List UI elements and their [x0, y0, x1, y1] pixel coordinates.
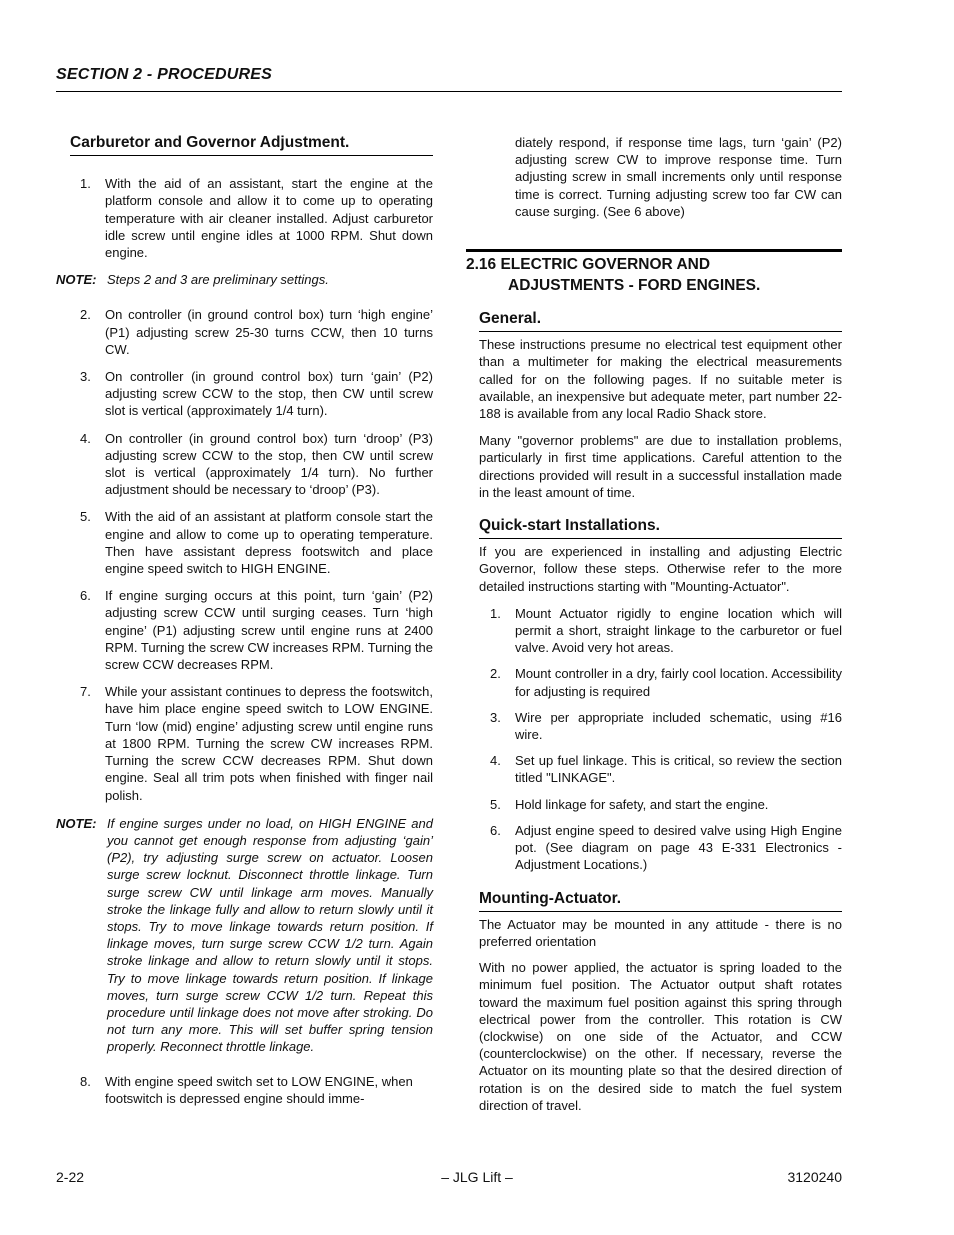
section-heading-line2: ADJUSTMENTS - FORD ENGINES. — [508, 277, 761, 295]
section-rule — [466, 249, 842, 252]
list-item — [466, 605, 842, 657]
quick-start-heading: Quick-start Installations. — [479, 517, 842, 539]
list-text: On controller (in ground control box) turn ‘gain’ (P2) adjusting screw CCW to the stop, then CW until screw slot is vertical (approximately 1/4 turn). — [105, 369, 433, 419]
list-text: If engine surging occurs at this point, turn ‘gain’ (P2) adjusting screw CCW until surging ceases. Turn ‘high engine’ (P1) adjusting screw until engine runs at 2400 RPM. Turning the screw CW increases RPM. Turning the screw CCW decreases RPM. — [105, 588, 434, 673]
list-text: With engine speed switch set to LOW ENGINE, when footswitch is depressed engine should imme- — [105, 1073, 413, 1106]
mounting-actuator-heading: Mounting-Actuator. — [479, 890, 842, 912]
right-column — [466, 134, 842, 1114]
list-number: 8. — [80, 1073, 91, 1089]
list-item — [56, 587, 433, 673]
note-text: Steps 2 and 3 are preliminary settings. — [107, 272, 329, 288]
list-number: 2. — [490, 666, 501, 682]
item8-continuation: diately respond, if response time lags, turn ‘gain’ (P2) adjusting screw CW to improve response time. Turn adjusting screw in small increments only until response time is correct. Turning adjusting screw too far CW can cause surging. (See 6 above) — [515, 135, 842, 219]
list-item — [56, 175, 433, 261]
list-number: 6. — [80, 588, 91, 604]
list-item — [466, 822, 842, 874]
list-number: 7. — [80, 684, 91, 700]
header-rule — [56, 91, 842, 92]
list-text: On controller (in ground control box) turn ‘droop’ (P3) adjusting screw CCW to the stop, then CW until screw slot is vertical (approximately 1/4 turn). No further adjustment should be necessary to ‘droop’ (P3). — [105, 430, 433, 498]
list-text: Set up fuel linkage. This is critical, so review the section titled "LINKAGE". — [515, 753, 842, 786]
list-item — [466, 665, 842, 699]
list-item — [466, 752, 842, 786]
list-number: 1. — [490, 605, 501, 621]
list-text: While your assistant continues to depress the footswitch, have him place engine speed switch to LOW ENGINE. Turn ‘low (mid) engine’ adjusting screw until engine runs at 1800 RPM. Turning the screw CW increases RPM. Turning the screw CCW decreases RPM. Shut down engine. Seal all trim pots when finished with finger nail polish. — [105, 684, 433, 803]
section-header: SECTION 2 - PROCEDURES — [56, 66, 272, 83]
note-label: NOTE: — [56, 272, 97, 288]
list-item — [56, 508, 433, 577]
list-text: Wire per appropriate included schematic, using #16 wire. — [515, 709, 842, 743]
list-number: 4. — [80, 430, 91, 446]
page-number: 2-22 — [56, 1169, 85, 1185]
list-number: 3. — [490, 709, 501, 725]
list-number: 2. — [80, 307, 91, 323]
note — [56, 271, 433, 288]
list-number: 6. — [490, 822, 501, 838]
list-item — [56, 430, 433, 499]
list-text: Hold linkage for safety, and start the engine. — [515, 796, 769, 812]
list-text: With the aid of an assistant, start the engine at the platform console and allow it to come up to operating temperature with air cleaner installed. Adjust carburetor idle screw until engine idles at 1000 RPM. Shut down engine. — [105, 176, 433, 261]
mounting-paragraph: With no power applied, the actuator is spring loaded to the minimum fuel position. The Actuator output shaft rotates toward the maximum fuel position against this spring through electrical power from the controller. This rotation is CW (clockwise) on one side of the Actuator, and CCW (counterclockwise) on the other. If necessary, reverse the Actuator on its mounting plate so that the desired direction of rotation is on the desired side to match the fuel system direction of travel. — [479, 960, 842, 1113]
list-number: 5. — [490, 796, 501, 812]
list-item — [466, 709, 842, 743]
quick-start-intro: If you are experienced in installing and adjusting Electric Governor, follow these steps. Otherwise refer to the more detailed instructions starting with "Mounting-Actuator". — [479, 544, 842, 594]
list-item — [56, 683, 433, 803]
list-text: With the aid of an assistant at platform console start the engine and allow to come up to operating temperature. Then have assistant depress footswitch and place engine speed switch to HIGH ENGINE. — [105, 509, 433, 577]
list-number: 5. — [80, 509, 91, 525]
list-item — [466, 796, 842, 813]
mounting-paragraph: The Actuator may be mounted in any attitude - there is no preferred orientation — [479, 916, 842, 949]
list-number: 4. — [490, 753, 501, 769]
note-text: If engine surges under no load, on HIGH ENGINE and you cannot get enough response from adjusting ‘gain’ (P2), try adjusting surge screw on actuator. Loosen surge screw locknut. Disconnect throttle linkage. Turn surge screw CW until linkage arm moves. Manually stroke the linkage fully and allow to return slowly until it stops. Try to move linkage towards return position. If linkage moves, turn surge screw CCW 1/2 turn. Again stroke linkage and allow to return slowly until it stops. Try to move linkage towards return position. If linkage moves, turn surge screw CCW 1/2 turn. Repeat this procedure until linkage does not move after stroking. Do not turn any more. This will set buffer spring tension properly. Reconnect throttle linkage. — [107, 815, 433, 1055]
left-column — [56, 134, 433, 1107]
list-text: On controller (in ground control box) turn ‘high engine’ (P1) adjusting screw 25-30 turns CCW, then 10 turns CW. — [105, 307, 433, 357]
carburetor-governor-heading: Carburetor and Governor Adjustment. — [70, 134, 433, 156]
list-text: Mount controller in a dry, fairly cool location. Accessibility for adjusting is required — [515, 666, 842, 699]
general-heading: General. — [479, 310, 842, 332]
general-paragraph: These instructions presume no electrical test equipment other than a multimeter for making the electrical measurements called for on the following pages. If no suitable meter is available, an inexpensive but adequate meter, part number 22-188 is available from any local Radio Shack store. — [479, 337, 842, 422]
list-item — [56, 306, 433, 358]
list-item — [56, 1073, 433, 1107]
note — [56, 815, 433, 1056]
list-item — [56, 368, 433, 420]
section-heading-line1: 2.16 ELECTRIC GOVERNOR AND — [466, 256, 711, 274]
list-text: Adjust engine speed to desired valve using High Engine pot. (See diagram on page 43 E-331 Electronics - Adjustment Locations.) — [515, 822, 842, 873]
general-paragraph: Many "governor problems" are due to installation problems, particularly in first time applications. Careful attention to the directions provided will result in a successful installation made in the least amount of time. — [479, 433, 842, 500]
footer-publisher: – JLG Lift – — [441, 1169, 513, 1185]
list-number: 3. — [80, 369, 91, 385]
document-number: 3120240 — [787, 1169, 842, 1185]
section-heading — [466, 254, 842, 296]
note-label: NOTE: — [56, 815, 97, 831]
list-text: Mount Actuator rigidly to engine location which will permit a short, straight linkage to the carburetor or fuel valve. Avoid very hot areas. — [515, 605, 842, 656]
list-number: 1. — [80, 176, 91, 192]
